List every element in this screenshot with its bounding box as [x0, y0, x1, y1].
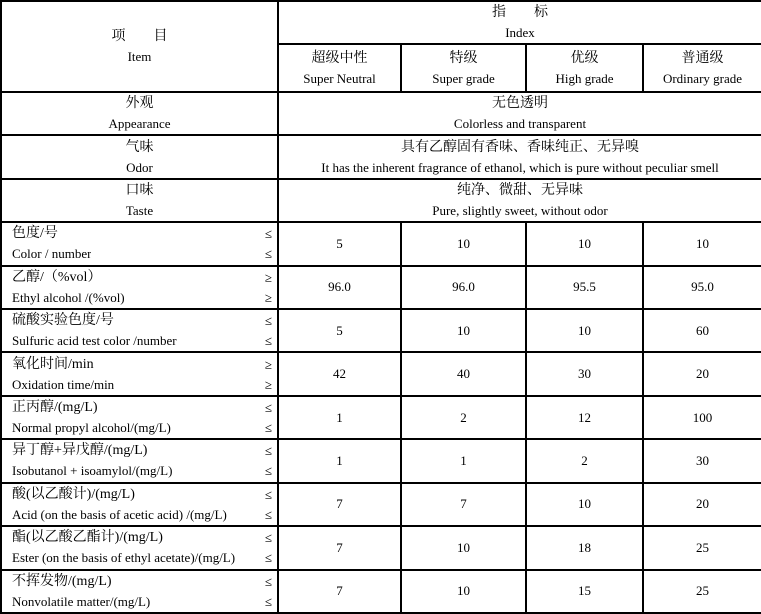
limit-symbol: ≤	[264, 333, 272, 349]
value-cell: 10	[643, 222, 761, 265]
table-row-taste	[1, 179, 761, 222]
item-en: Sulfuric acid test color /number	[12, 333, 177, 349]
item-zh: 外观	[125, 96, 154, 112]
value-cell: 10	[401, 309, 526, 352]
value-cell: 18	[526, 526, 643, 569]
limit-symbol: ≤	[264, 226, 272, 242]
item-zh: 酸(以乙酸计)/(mg/L)	[12, 486, 135, 502]
item-en: Appearance	[108, 116, 171, 132]
item-en: Isobutanol + isoamylol/(mg/L)	[12, 463, 173, 479]
value-cell: 25	[643, 570, 761, 613]
value-cell: 42	[278, 352, 401, 395]
table-row-isobutanol-isoamylol	[1, 439, 761, 482]
item-en: Oxidation time/min	[12, 376, 115, 392]
value-cell: 2	[401, 396, 526, 439]
table-row-odor	[1, 135, 761, 178]
limit-symbol: ≤	[264, 400, 272, 416]
value-cell: 1	[278, 439, 401, 482]
value-en: It has the inherent fragrance of ethanol, which is pure without peculiar smell	[321, 159, 719, 175]
item-header-zh: 项 目	[111, 28, 168, 44]
item-cell	[1, 266, 278, 309]
index-header-zh: 指 标	[492, 5, 548, 21]
item-cell	[1, 222, 278, 265]
header-row-index	[1, 1, 761, 44]
value-cell: 10	[526, 222, 643, 265]
grade-en: Ordinary grade	[662, 70, 743, 86]
value-zh: 纯净、微甜、无异味	[457, 182, 583, 198]
item-zh: 色度/号	[12, 226, 58, 242]
value-cell: 1	[278, 396, 401, 439]
value-cell: 7	[278, 570, 401, 613]
item-cell	[1, 483, 278, 526]
item-cell	[1, 92, 278, 135]
value-cell: 10	[401, 570, 526, 613]
limit-symbol: ≤	[264, 486, 272, 502]
grade-zh: 超级中性	[311, 50, 368, 66]
limit-symbol: ≤	[264, 313, 272, 329]
grade-header-super-grade	[401, 44, 526, 91]
item-cell	[1, 352, 278, 395]
item-zh: 正丙醇/(mg/L)	[12, 400, 98, 416]
value-zh: 无色透明	[492, 96, 548, 112]
value-cell: 96.0	[278, 266, 401, 309]
grade-header-super-neutral	[278, 44, 401, 91]
limit-symbol: ≤	[264, 420, 272, 436]
value-zh: 具有乙醇固有香味、香味纯正、无异嗅	[401, 139, 639, 155]
value-cell: 95.0	[643, 266, 761, 309]
item-zh: 不挥发物/(mg/L)	[12, 573, 112, 589]
value-cell: 7	[278, 526, 401, 569]
item-en: Color / number	[12, 246, 92, 262]
value-cell: 12	[526, 396, 643, 439]
grade-en: High grade	[555, 70, 614, 86]
value-cell: 100	[643, 396, 761, 439]
limit-symbol: ≥	[264, 289, 272, 305]
item-zh: 氧化时间/min	[12, 356, 94, 372]
limit-symbol: ≤	[264, 573, 272, 589]
item-zh: 硫酸实验色度/号	[12, 313, 114, 329]
index-header-cell	[278, 1, 761, 44]
value-cell: 15	[526, 570, 643, 613]
item-header-cell	[1, 1, 278, 92]
item-cell	[1, 570, 278, 613]
value-cell: 10	[526, 309, 643, 352]
value-cell: 7	[401, 483, 526, 526]
item-cell	[1, 135, 278, 178]
limit-symbol: ≤	[264, 530, 272, 546]
limit-symbol: ≥	[264, 356, 272, 372]
table-row-normal-propyl-alcohol	[1, 396, 761, 439]
item-en: Acid (on the basis of acetic acid) /(mg/L)	[12, 506, 227, 522]
value-cell: 30	[526, 352, 643, 395]
index-header-en: Index	[505, 25, 535, 41]
value-cell	[278, 179, 761, 222]
limit-symbol: ≤	[264, 593, 272, 609]
item-cell	[1, 309, 278, 352]
grade-zh: 特级	[449, 50, 478, 66]
item-en: Nonvolatile matter/(mg/L)	[12, 593, 151, 609]
value-cell	[278, 135, 761, 178]
limit-symbol: ≤	[264, 550, 272, 566]
limit-symbol: ≤	[264, 506, 272, 522]
limit-symbol: ≤	[264, 246, 272, 262]
table-row-acid	[1, 483, 761, 526]
table-row-oxidation-time	[1, 352, 761, 395]
value-cell: 96.0	[401, 266, 526, 309]
value-cell: 20	[643, 352, 761, 395]
item-zh: 口味	[125, 182, 154, 198]
table-row-ester	[1, 526, 761, 569]
table-row-sulfuric-acid-test	[1, 309, 761, 352]
limit-symbol: ≤	[264, 443, 272, 459]
item-en: Odor	[126, 159, 153, 175]
value-cell: 40	[401, 352, 526, 395]
item-zh: 气味	[125, 139, 154, 155]
value-en: Pure, slightly sweet, without odor	[432, 202, 608, 218]
limit-symbol: ≥	[264, 269, 272, 285]
item-header-en: Item	[127, 48, 152, 64]
value-cell: 10	[401, 222, 526, 265]
grade-header-ordinary-grade	[643, 44, 761, 91]
table-row-ethyl-alcohol	[1, 266, 761, 309]
value-cell	[278, 92, 761, 135]
value-cell: 10	[401, 526, 526, 569]
value-cell: 20	[643, 483, 761, 526]
grade-header-high-grade	[526, 44, 643, 91]
value-cell: 10	[526, 483, 643, 526]
value-cell: 1	[401, 439, 526, 482]
table-row-appearance	[1, 92, 761, 135]
value-cell: 7	[278, 483, 401, 526]
value-cell: 5	[278, 309, 401, 352]
item-en: Taste	[125, 202, 154, 218]
value-en: Colorless and transparent	[453, 116, 587, 132]
value-cell: 25	[643, 526, 761, 569]
item-en: Normal propyl alcohol/(mg/L)	[12, 420, 171, 436]
item-zh: 异丁醇+异戊醇/(mg/L)	[12, 443, 148, 459]
grade-zh: 普通级	[681, 50, 724, 66]
item-cell	[1, 526, 278, 569]
table-row-color-number	[1, 222, 761, 265]
value-cell: 30	[643, 439, 761, 482]
item-zh: 乙醇/（%vol）	[12, 269, 102, 285]
value-cell: 60	[643, 309, 761, 352]
limit-symbol: ≥	[264, 376, 272, 392]
grade-en: Super Neutral	[303, 70, 376, 86]
item-cell	[1, 439, 278, 482]
item-en: Ethyl alcohol /(%vol)	[12, 289, 125, 305]
item-en: Ester (on the basis of ethyl acetate)/(mg/L)	[12, 550, 236, 566]
value-cell: 95.5	[526, 266, 643, 309]
table-row-nonvolatile-matter	[1, 570, 761, 613]
value-cell: 2	[526, 439, 643, 482]
limit-symbol: ≤	[264, 463, 272, 479]
item-zh: 酯(以乙酸乙酯计)/(mg/L)	[12, 530, 163, 546]
grade-zh: 优级	[570, 50, 599, 66]
value-cell: 5	[278, 222, 401, 265]
grade-en: Super grade	[432, 70, 495, 86]
item-cell	[1, 396, 278, 439]
item-cell	[1, 179, 278, 222]
